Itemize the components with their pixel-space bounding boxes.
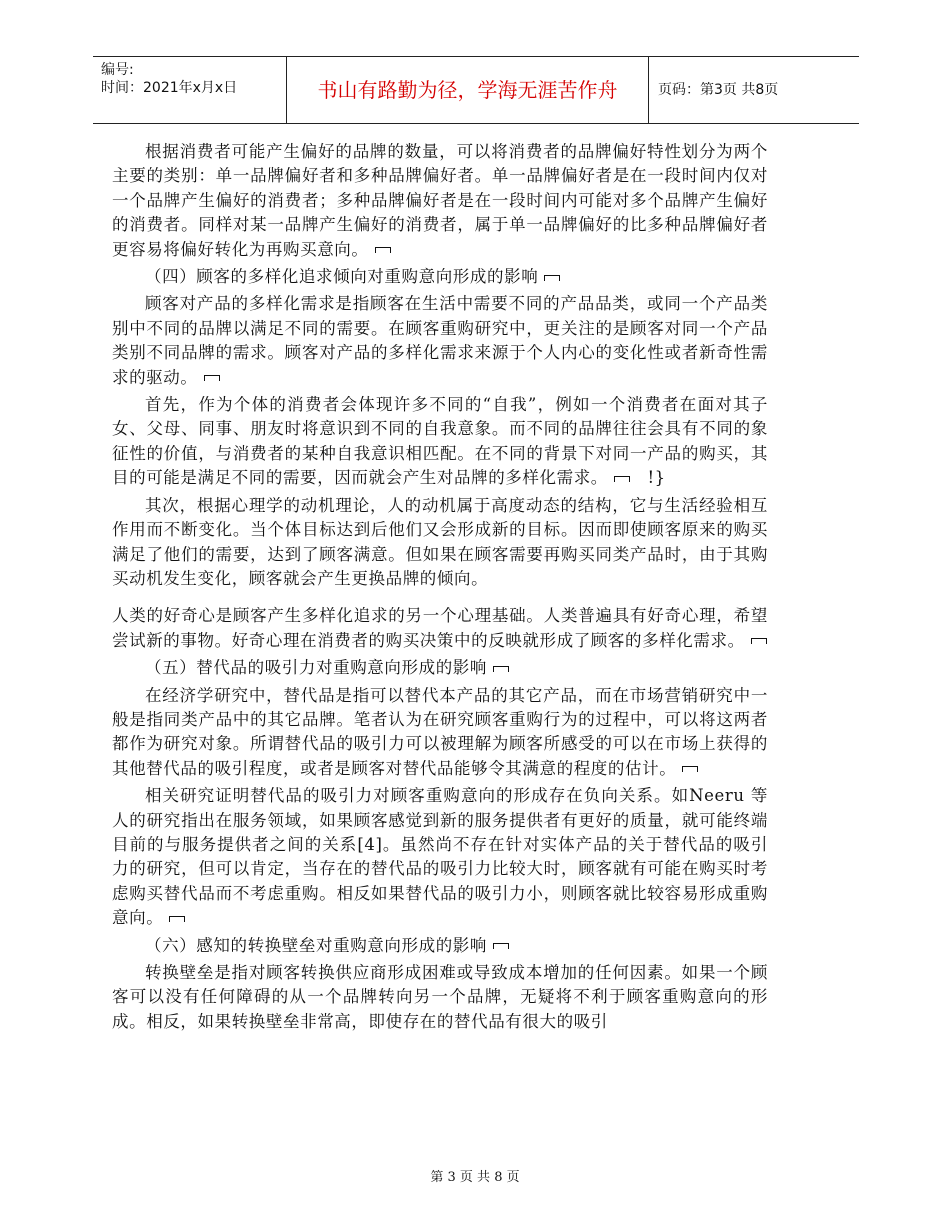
paragraph-mark-icon xyxy=(204,375,220,381)
stray-marks: !} xyxy=(647,468,666,488)
document-body xyxy=(112,140,768,1037)
paragraph xyxy=(112,393,768,491)
paragraph-mark-icon xyxy=(169,916,185,922)
paragraph-mark-icon xyxy=(614,476,630,482)
paragraph-mark-icon xyxy=(682,766,698,772)
paragraph-text: 相关研究证明替代品的吸引力对顾客重购意向的形成存在负向关系。如Neeru 等人的研究指出在服务领域，如果顾客感觉到新的服务提供者有更好的质量，就可能终端目前的与服务提供者之间的关系[4]。虽然尚不存在针对实体产品的关于替代品的吸引力的研究，但可以肯定，当存在的替代品的吸引力比较大时，顾客就有可能在购买时考虑购买替代品而不考虑重购。相反如果替代品的吸引力小，则顾客就比较容易形成重购意向。 xyxy=(112,786,768,928)
document-time-label: 时间：2021年x月x日 xyxy=(101,80,238,96)
paragraph-text: 顾客对产品的多样化需求是指顾客在生活中需要不同的产品品类，或同一个产品类别中不同的品牌以满足不同的需要。在顾客重购研究中，更关注的是顾客对同一个产品类别不同品牌的需求。顾客对产品的多样化需求来源于个人内心的变化性或者新奇性需求的驱动。 xyxy=(112,294,768,387)
paragraph xyxy=(112,961,768,1034)
section-heading xyxy=(112,656,768,680)
paragraph-text: 根据消费者可能产生偏好的品牌的数量，可以将消费者的品牌偏好特性划分为两个主要的类别：单一品牌偏好者和多种品牌偏好者。单一品牌偏好者是在一段时间内仅对一个品牌产生偏好的消费者；多种品牌偏好者是在一段时间内可能对多个品牌产生偏好的消费者。同样对某一品牌产生偏好的消费者，属于单一品牌偏好的比多种品牌偏好者更容易将偏好转化为再购买意向。 xyxy=(112,142,768,259)
spacer xyxy=(112,594,768,604)
paragraph xyxy=(112,684,768,782)
paragraph xyxy=(112,604,768,653)
header-motto: 书山有路勤为径，学海无涯苦作舟 xyxy=(287,57,649,123)
section-heading-text: （五）替代品的吸引力对重购意向形成的影响 xyxy=(145,658,487,678)
paragraph-mark-icon xyxy=(493,666,509,672)
paragraph-text: 在经济学研究中，替代品是指可以替代本产品的其它产品，而在市场营销研究中一般是指同类产品中的其它品牌。笔者认为在研究顾客重购行为的过程中，可以将这两者都作为研究对象。所谓替代品的吸引力可以被理解为顾客所感受的可以在市场上获得的其他替代品的吸引程度，或者是顾客对替代品能够令其满意的程度的估计。 xyxy=(112,685,768,778)
paragraph-text: 首先，作为个体的消费者会体现许多不同的“自我”，例如一个消费者在面对其子女、父母、同事、朋友时将意识到不同的自我意象。而不同的品牌往往会具有不同的象征性的价值，与消费者的某种自我意识相匹配。在不同的背景下对同一产品的购买，其目的可能是满足不同的需要，因而就会产生对品牌的多样化需求。 xyxy=(112,395,768,488)
section-heading xyxy=(112,934,768,958)
paragraph-mark-icon xyxy=(375,247,391,253)
section-heading xyxy=(112,265,768,289)
paragraph-text: 人类的好奇心是顾客产生多样化追求的另一个心理基础。人类普遍具有好奇心理，希望尝试新的事物。好奇心理在消费者的购买决策中的反映就形成了顾客的多样化需求。 xyxy=(112,606,768,650)
paragraph-text: 转换壁垒是指对顾客转换供应商形成困难或导致成本增加的任何因素。如果一个顾客可以没有任何障碍的从一个品牌转向另一个品牌，无疑将不利于顾客重购意向的形成。相反，如果转换壁垒非常高，即使存在的替代品有很大的吸引 xyxy=(112,963,768,1031)
paragraph-mark-icon xyxy=(544,275,560,281)
page-header xyxy=(93,56,859,124)
header-meta xyxy=(93,57,287,123)
page-footer: 第 3 页 共 8 页 xyxy=(430,1170,520,1185)
section-heading-text: （四）顾客的多样化追求倾向对重购意向形成的影响 xyxy=(145,267,539,287)
paragraph xyxy=(112,292,768,390)
paragraph xyxy=(112,784,768,930)
paragraph-text: 其次，根据心理学的动机理论，人的动机属于高度动态的结构，它与生活经验相互作用而不断变化。当个体目标达到后他们又会形成新的目标。因而即使顾客原来的购买满足了他们的需要，达到了顾客满意。但如果在顾客需要再购买同类产品时，由于其购买动机发生变化，顾客就会产生更换品牌的倾向。 xyxy=(112,495,768,588)
section-heading-text: （六）感知的转换壁垒对重购意向形成的影响 xyxy=(145,935,487,955)
paragraph-mark-icon xyxy=(751,638,767,644)
paragraph-mark-icon xyxy=(493,943,509,949)
paragraph xyxy=(112,494,768,592)
header-page-label: 页码：第3页 共8页 xyxy=(658,82,779,98)
paragraph xyxy=(112,140,768,262)
document-number-label: 编号: xyxy=(101,62,134,78)
